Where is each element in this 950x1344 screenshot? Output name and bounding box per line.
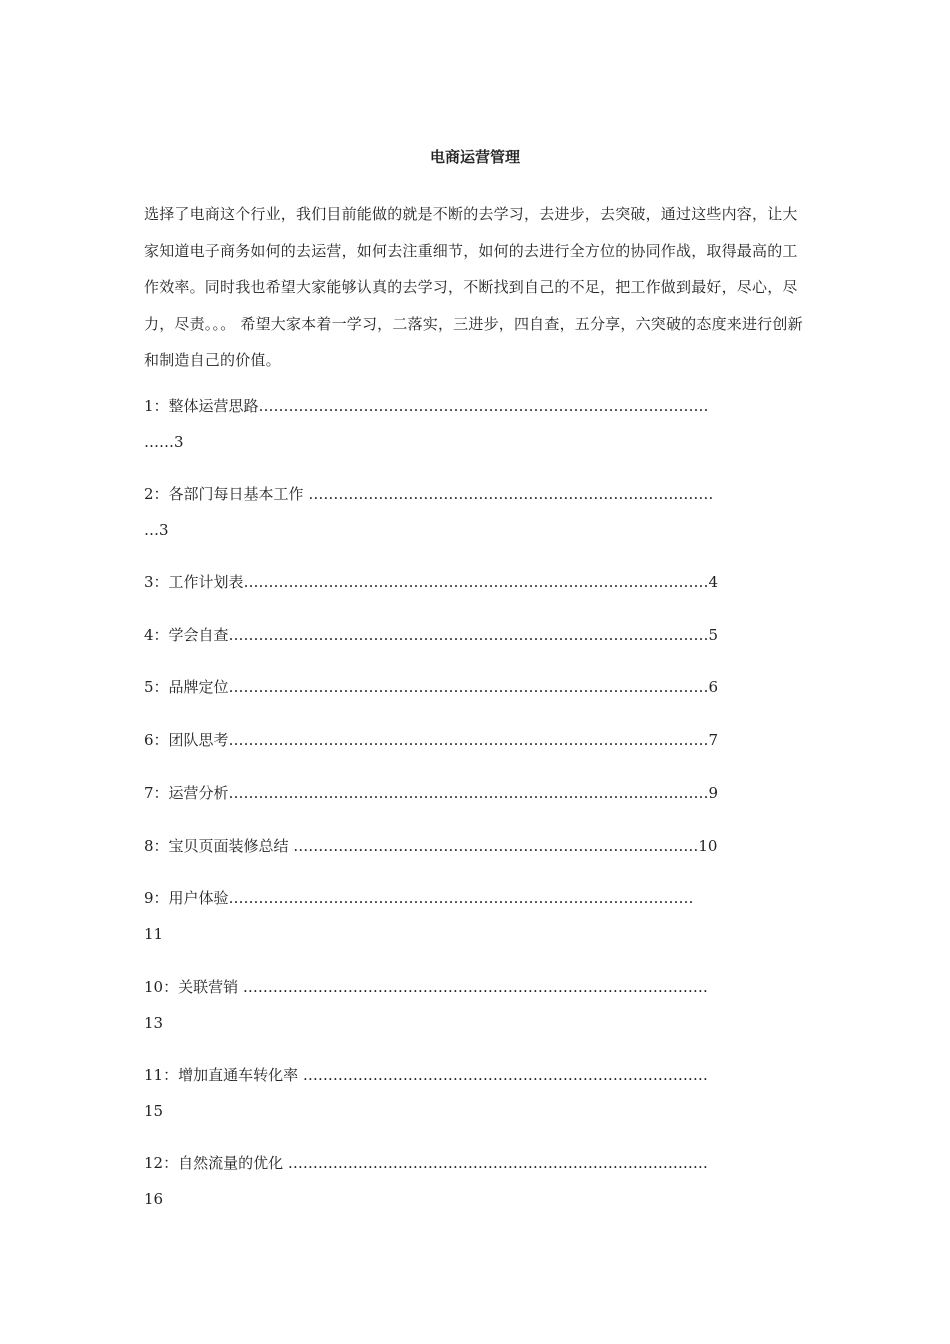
toc-entry bbox=[144, 775, 718, 811]
toc-entry-page: 13 bbox=[144, 1014, 164, 1032]
toc-entry-line: 9：用户体验………………………………………………………………………………… bbox=[144, 889, 694, 907]
intro-text: 选择了电商这个行业，我们目前能做的就是不断的去学习，去进步，去突破，通过这些内容，让大家知道电子商务如何的去运营，如何去注重细节，如何的去进行全方位的协同作战，取得最高的工作效率。同时我也希望大家能够认真的去学习，不断找到自己的不足，把工作做到最好，尽心，尽力，尽责。。。 希望大家本着一学习，二落实，三进步，四自查，五分享，六突破的态度来进行创新和制造自己的价值。 bbox=[144, 205, 803, 369]
toc-entry bbox=[144, 617, 718, 653]
toc-entry bbox=[144, 722, 718, 758]
toc-entry bbox=[144, 828, 717, 864]
toc-entry bbox=[144, 564, 718, 600]
toc-entry-page: 11 bbox=[144, 925, 164, 943]
toc-entry-page: …3 bbox=[144, 521, 169, 539]
intro-paragraph bbox=[144, 196, 810, 379]
toc-entry-line: 10：关联营销 ………………………………………………………………………………… bbox=[144, 978, 708, 996]
toc-entry bbox=[144, 1145, 708, 1217]
toc-entry-page: 16 bbox=[144, 1190, 164, 1208]
toc-entry-page: ……3 bbox=[144, 433, 184, 451]
toc-entry bbox=[144, 969, 708, 1041]
toc-entry-line: 1：整体运营思路……………………………………………………………………………… bbox=[144, 397, 709, 415]
toc-entry-line: 4：学会自查……………………………………………………………………………………5 bbox=[144, 626, 719, 644]
toc-entry bbox=[144, 880, 694, 952]
toc-entry-line: 6：团队思考……………………………………………………………………………………7 bbox=[144, 731, 719, 749]
toc-entry-line: 8：宝贝页面装修总结 ………………………………………………………………………10 bbox=[144, 837, 718, 855]
toc-entry-line: 12：自然流量的优化 ………………………………………………………………………… bbox=[144, 1154, 708, 1172]
toc-entry-line: 7：运营分析……………………………………………………………………………………9 bbox=[144, 784, 719, 802]
toc-entry-line: 3：工作计划表…………………………………………………………………………………4 bbox=[144, 573, 719, 591]
toc-entry bbox=[144, 1057, 708, 1129]
toc-entry-line: 11：增加直通车转化率 ……………………………………………………………………… bbox=[144, 1066, 708, 1084]
toc-entry-line: 5：品牌定位……………………………………………………………………………………6 bbox=[144, 678, 719, 696]
toc-entry bbox=[144, 669, 718, 705]
toc-entry-line: 2：各部门每日基本工作 ……………………………………………………………………… bbox=[144, 485, 714, 503]
toc-entry bbox=[144, 476, 713, 548]
toc-entry bbox=[144, 388, 709, 460]
document-title: 电商运营管理 bbox=[429, 148, 520, 166]
toc-entry-page: 15 bbox=[144, 1102, 164, 1120]
